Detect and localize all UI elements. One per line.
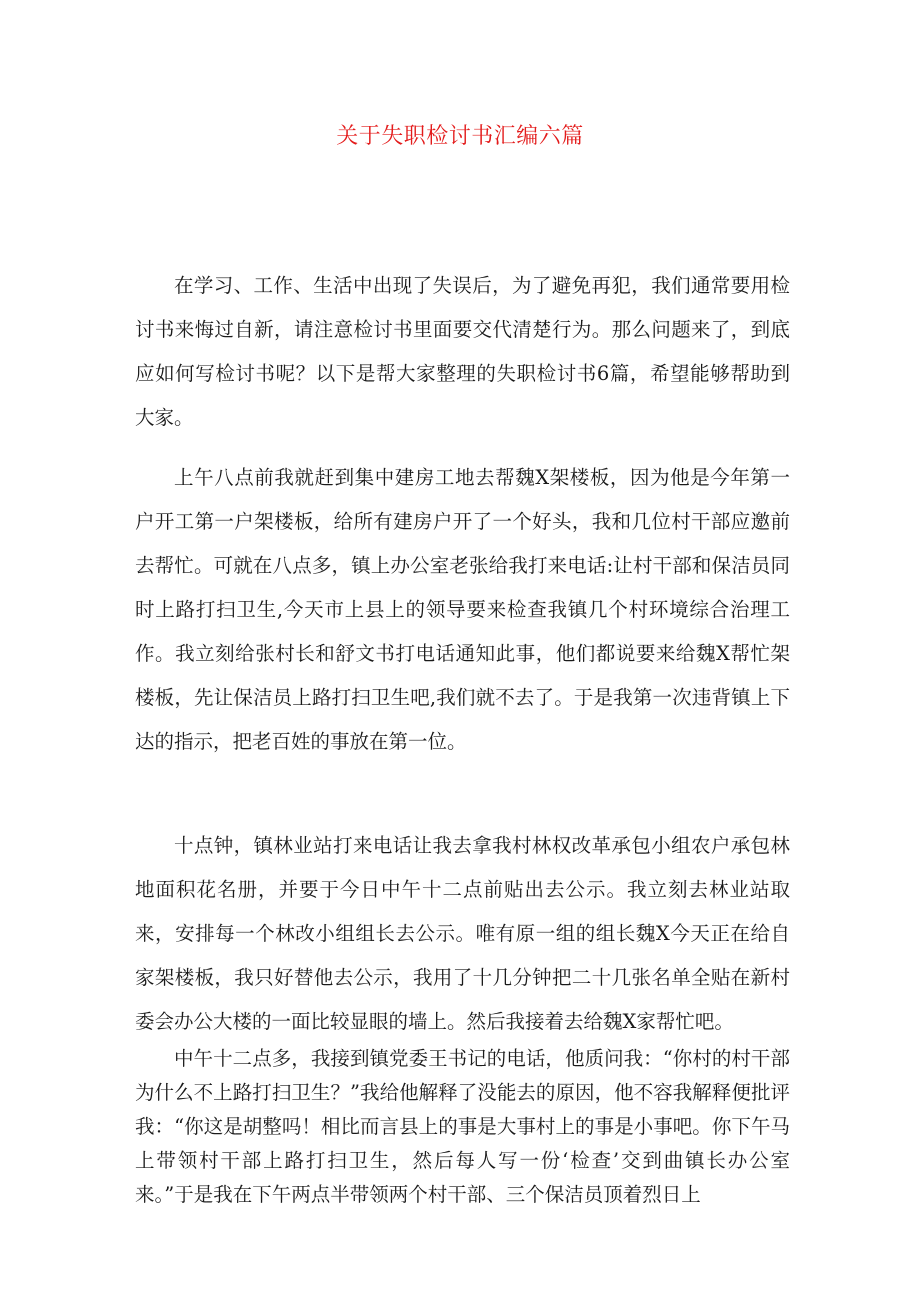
paragraph-morning: 上午八点前我就赶到集中建房工地去帮魏X架楼板，因为他是今年第一户开工第一户架楼板，给所有建房户开了一个好头，我和几位村干部应邀前去帮忙。可就在八点多，镇上办公室老张给我打来电话:让村干部和保洁员同时上路打扫卫生,今天市上县上的领导要来检查我镇几个村环境综合治理工作。我立刻给张村长和舒文书打电话通知此事，他们都说要来给魏X帮忙架楼板，先让保洁员上路打扫卫生吧,我们就不去了。于是我第一次违背镇上下达的指示，把老百姓的事放在第一位。 <box>135 466 790 753</box>
paragraph-noon: 中午十二点多，我接到镇党委王书记的电话，他质问我：“你村的村干部为什么不上路打扫卫生？”我给他解释了没能去的原因，他不容我解释便批评我：“你这是胡整吗！相比而言县上的事是大事村上的事是小事吧。你下午马上带领村干部上路打扫卫生，然后每人写一份‘检查’交到曲镇长办公室来。”于是我在下午两点半带领两个村干部、三个保洁员顶着烈日上 <box>135 1047 790 1206</box>
paragraph-intro: 在学习、工作、生活中出现了失误后，为了避免再犯，我们通常要用检讨书来悔过自新，请注意检讨书里面要交代清楚行为。那么问题来了，到底应如何写检讨书呢？以下是帮大家整理的失职检讨书6篇，希望能够帮助到大家。 <box>135 274 790 429</box>
document-title: 关于失职检讨书汇编六篇 <box>336 124 584 149</box>
paragraph-ten-oclock: 十点钟，镇林业站打来电话让我去拿我村林权改革承包小组农户承包林地面积花名册，并要于今日中午十二点前贴出去公示。我立刻去林业站取来，安排每一个林改小组组长去公示。唯有原一组的组长魏X今天正在给自家架楼板，我只好替他去公示，我用了十几分钟把二十几张名单全贴在新村委会办公大楼的一面比较显眼的墙上。然后我接着去给魏X家帮忙吧。 <box>135 834 790 1033</box>
